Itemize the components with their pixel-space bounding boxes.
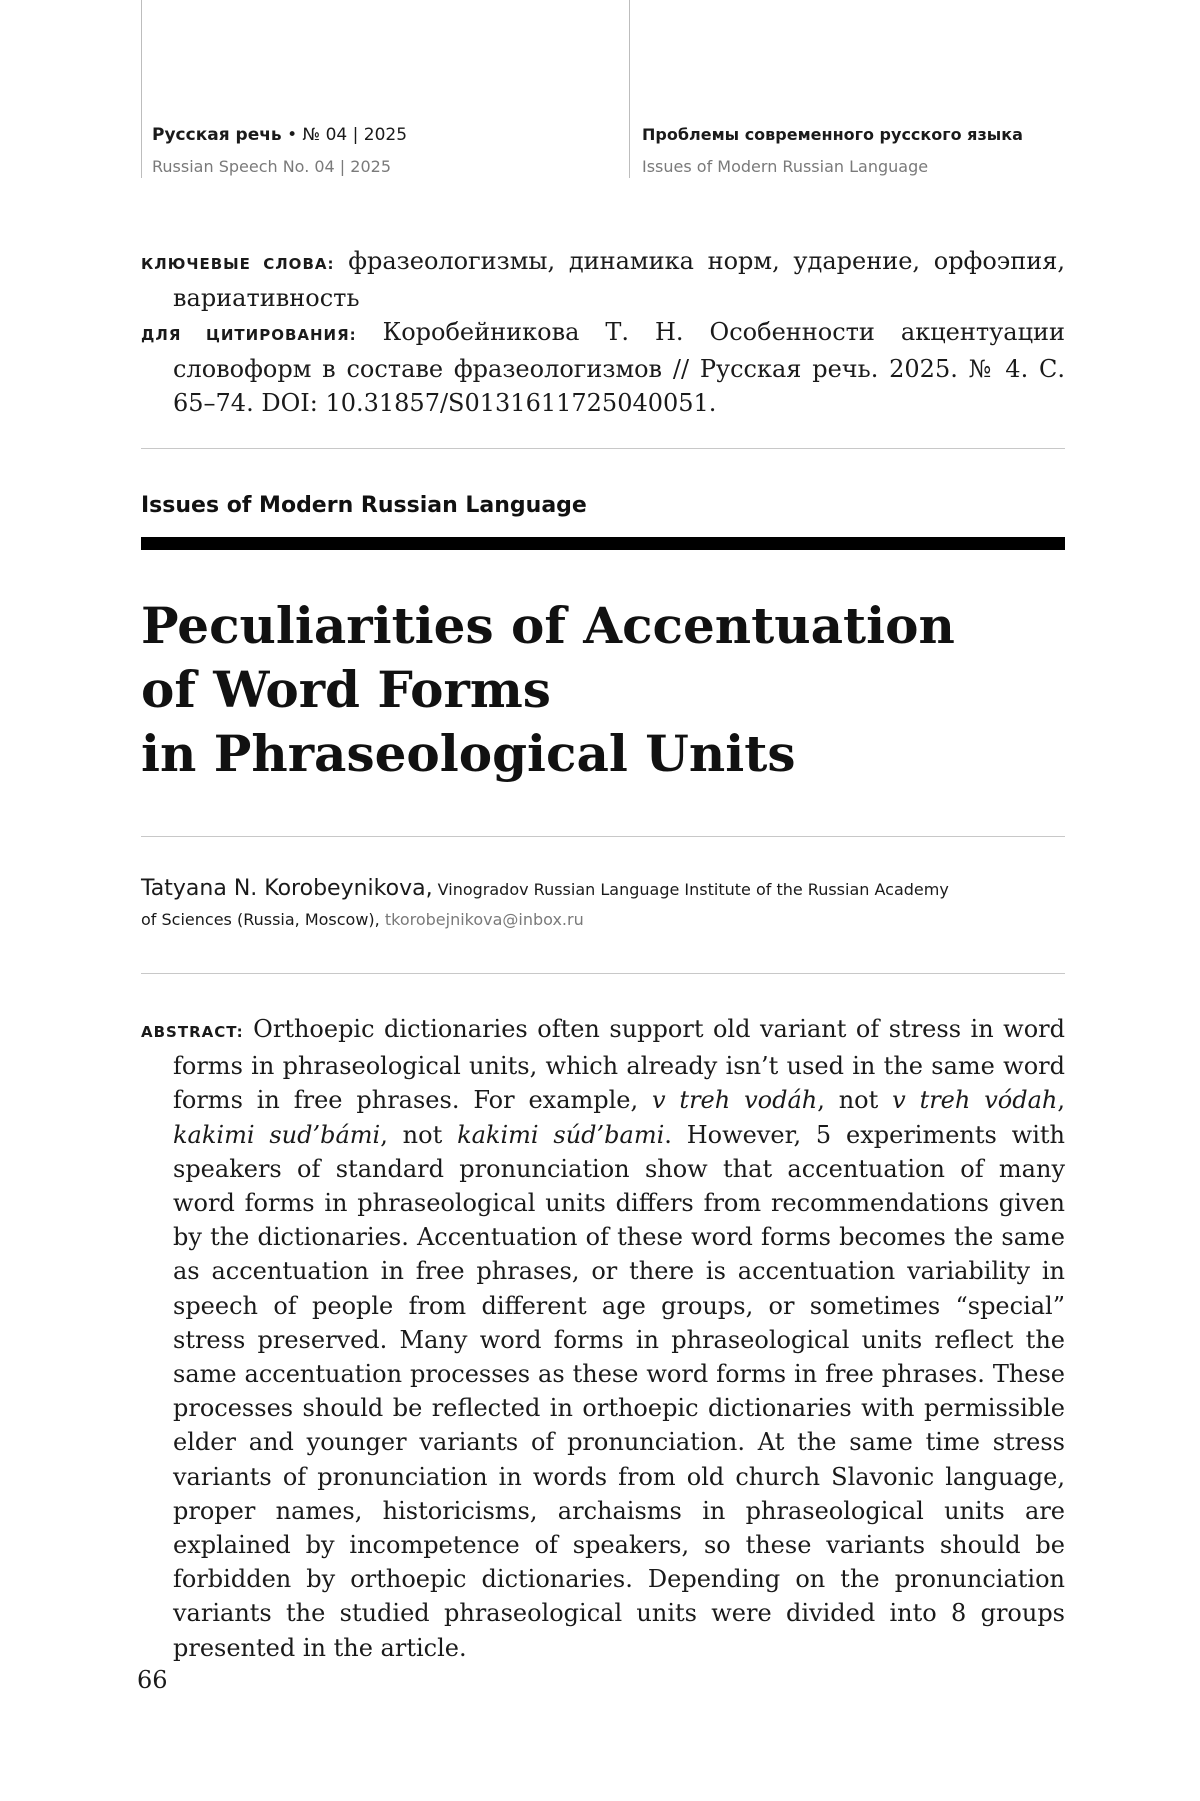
divider: [141, 973, 1065, 974]
rubric-header: [642, 124, 1023, 178]
article-title: [141, 594, 1065, 786]
journal-issue: • № 04 | 2025: [281, 125, 408, 145]
header-divider-left: [141, 0, 142, 178]
rubric-en: Issues of Modern Russian Language: [642, 157, 929, 176]
abstract-text: , not: [817, 1086, 893, 1115]
author-affiliation: Vinogradov Russian Language Institute of the Russian Academy: [432, 880, 949, 899]
abstract-text: . However, 5 experiments with speakers of standard pronunciation show that accentuation of many word forms in phraseological units differs from recommendations given by the dictionaries. Accentuation of these word forms becomes the same as accentuation in free phrases, or there is accentuation variability in speech of people from different age groups, or sometimes “special” stress preserved. Many word forms in phraseological units reflect the same accentuation processes as these word forms in free phrases. These processes should be reflected in orthoepic dictionaries with permissible elder and younger variants of pronunciation. At the same time stress variants of pronunciation in words from old church Slavonic language, proper names, historicisms, archaisms in phraseological units are explained by incompetence of speakers, so these variants should be forbidden by orthoepic dictionaries. Depending on the pronunciation variants the studied phraseological units were divided into 8 groups presented in the article.: [173, 1120, 1066, 1662]
example-italic: v treh vódah: [892, 1086, 1058, 1115]
abstract-text: ,: [1057, 1086, 1065, 1115]
author-name: Tatyana N. Korobeynikova,: [141, 876, 433, 901]
citation-text: Коробейникова Т. Н. Особенности акцентуации словоформ в составе фразеологизмов // Русская речь. 2025. № 4. С. 65–74. DOI: 10.31857/S0131611725040051.: [173, 318, 1065, 417]
keywords-text: фразеологизмы, динамика норм, ударение, орфоэпия, вариативность: [173, 247, 1065, 312]
abstract-text: , not: [380, 1120, 458, 1149]
keywords: [141, 244, 1065, 315]
abstract: [141, 1012, 1065, 1665]
journal-name: Русская речь: [152, 125, 282, 145]
section-title: Issues of Modern Russian Language: [141, 493, 587, 518]
article-title-line: of Word Forms: [141, 660, 551, 719]
author-email: tkorobejnikova@inbox.ru: [384, 910, 584, 929]
russian-metadata: [141, 244, 1065, 420]
article-title-line: Peculiarities of Accentuation: [141, 596, 955, 655]
example-italic: kakimi súd’bami: [457, 1120, 665, 1149]
keywords-label: КЛЮЧЕВЫЕ СЛОВА:: [141, 255, 335, 273]
header-divider-center: [629, 0, 630, 178]
section-bar: [141, 537, 1065, 550]
abstract-text: Orthoepic dictionaries often support old variant of stress in word forms in phraseological units, which already isn’t used in the same word forms in free phrases. For example,: [173, 1015, 1065, 1115]
divider: [141, 836, 1065, 837]
article-title-line: in Phraseological Units: [141, 724, 796, 783]
page-number: 66: [137, 1666, 168, 1694]
abstract-label: ABSTRACT:: [141, 1023, 244, 1041]
journal-name-en: Russian Speech No. 04 | 2025: [152, 157, 391, 176]
divider: [141, 448, 1065, 449]
example-italic: kakimi sud’bámi: [173, 1120, 381, 1149]
example-italic: v treh vodáh: [652, 1086, 818, 1115]
journal-header: [152, 124, 407, 178]
author-affiliation-cont: of Sciences (Russia, Moscow),: [141, 910, 380, 929]
rubric-ru: Проблемы современного русского языка: [642, 125, 1023, 144]
author-block: [141, 874, 1065, 935]
citation: [141, 315, 1065, 420]
citation-label: ДЛЯ ЦИТИРОВАНИЯ:: [141, 326, 357, 344]
